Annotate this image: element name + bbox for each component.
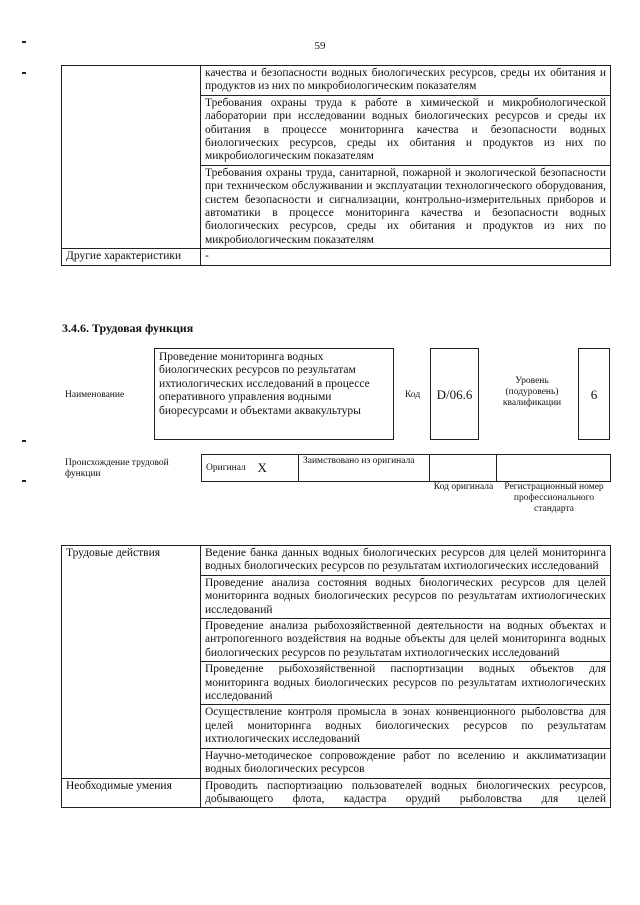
table-cell-text: Проведение анализа рыбохозяйственной деятельности на водных объектах и антропогенного воздействия на водные объекты для целей мониторинга водных биологических ресурсов по результатам ихтиологических исследований <box>201 619 611 662</box>
table-row <box>62 66 611 96</box>
table-cell-text: - <box>201 249 611 265</box>
row-label-other-characteristics: Другие характеристики <box>62 249 201 265</box>
margin-mark <box>22 41 26 43</box>
table-cell-text: Научно-методическое сопровождение работ по вселению и акклиматизации водных биологических ресурсов <box>201 748 611 778</box>
table-cell-text: Проводить паспортизацию пользователей водных биологических ресурсов, добывающего флота, кадастра орудий рыболовства для целей <box>201 778 611 808</box>
table-row <box>202 455 611 482</box>
table-cell-text: Проведение анализа состояния водных биологических ресурсов для целей мониторинга водных биологических ресурсов по результатам ихтиологических исследований <box>201 575 611 618</box>
table-row <box>62 249 611 265</box>
table-cell-text: качества и безопасности водных биологических ресурсов, среды их обитания и продуктов из них по микробиологическим показателям <box>201 66 611 96</box>
table-row <box>62 778 611 808</box>
name-label: Наименование <box>65 390 125 400</box>
borrowed-label: Заимствовано из оригинала <box>299 455 430 482</box>
page-number: 59 <box>314 40 326 52</box>
margin-mark <box>22 480 26 482</box>
reg-caption: Регистрационный номер профессионального стандарта <box>504 482 604 514</box>
origin-table <box>201 454 611 482</box>
row-label-labor-actions: Трудовые действия <box>62 546 201 779</box>
knowledge-table <box>61 65 611 266</box>
code-label: Код <box>405 390 421 400</box>
level-value-box: 6 <box>578 348 610 440</box>
code-caption: Код оригинала <box>433 482 494 492</box>
table-row <box>62 546 611 576</box>
origin-reg-cell <box>497 455 611 482</box>
table-cell-text: Осуществление контроля промысла в зонах конвенционного рыболовства для целей мониторинга водных биологических ресурсов по результатам ихтиологических исследований <box>201 705 611 748</box>
code-value-box: D/06.6 <box>430 348 479 440</box>
row-label-required-skills: Необходимые умения <box>62 778 201 808</box>
origin-label: Происхождение трудовой функции <box>65 458 169 479</box>
original-mark: X <box>254 455 299 482</box>
table-cell-text: Проведение рыбохозяйственной паспортизации водных объектов для мониторинга водных биологических ресурсов по результатам ихтиологических исследований <box>201 662 611 705</box>
margin-mark <box>22 72 26 74</box>
origin-code-cell <box>430 455 497 482</box>
table-cell-left <box>62 66 201 249</box>
level-label: Уровень (подуровень) квалификации <box>502 376 562 408</box>
function-name-box: Проведение мониторинга водных биологических ресурсов по результатам ихтиологических исследований в процессе оперативного управления водными биоресурсами и объектами аквакультуры <box>154 348 394 440</box>
table-cell-text: Ведение банка данных водных биологических ресурсов для целей мониторинга водных биологических ресурсов по результатам ихтиологических исследований <box>201 546 611 576</box>
table-cell-text: Требования охраны труда, санитарной, пожарной и экологической безопасности при техническом обслуживании и эксплуатации технологического оборудования, систем безопасности и сигнализации, контрольно-измерительных приборов и автоматики в процессе мониторинга качества и безопасности водных биологических ресурсов, среды их обитания и продуктов из них по микробиологическим показателям <box>201 165 611 248</box>
original-label: Оригинал <box>202 455 254 482</box>
margin-mark <box>22 440 26 442</box>
table-cell-text: Требования охраны труда к работе в химической и микробиологической лаборатории при исследовании водных биологических ресурсов и среды их обитания в процессе мониторинга качества и безопасности водных биологических ресурсов, среды их обитания и продуктов из них по микробиологическим показателям <box>201 95 611 165</box>
section-title: 3.4.6. Трудовая функция <box>62 321 194 335</box>
actions-table <box>61 545 611 808</box>
